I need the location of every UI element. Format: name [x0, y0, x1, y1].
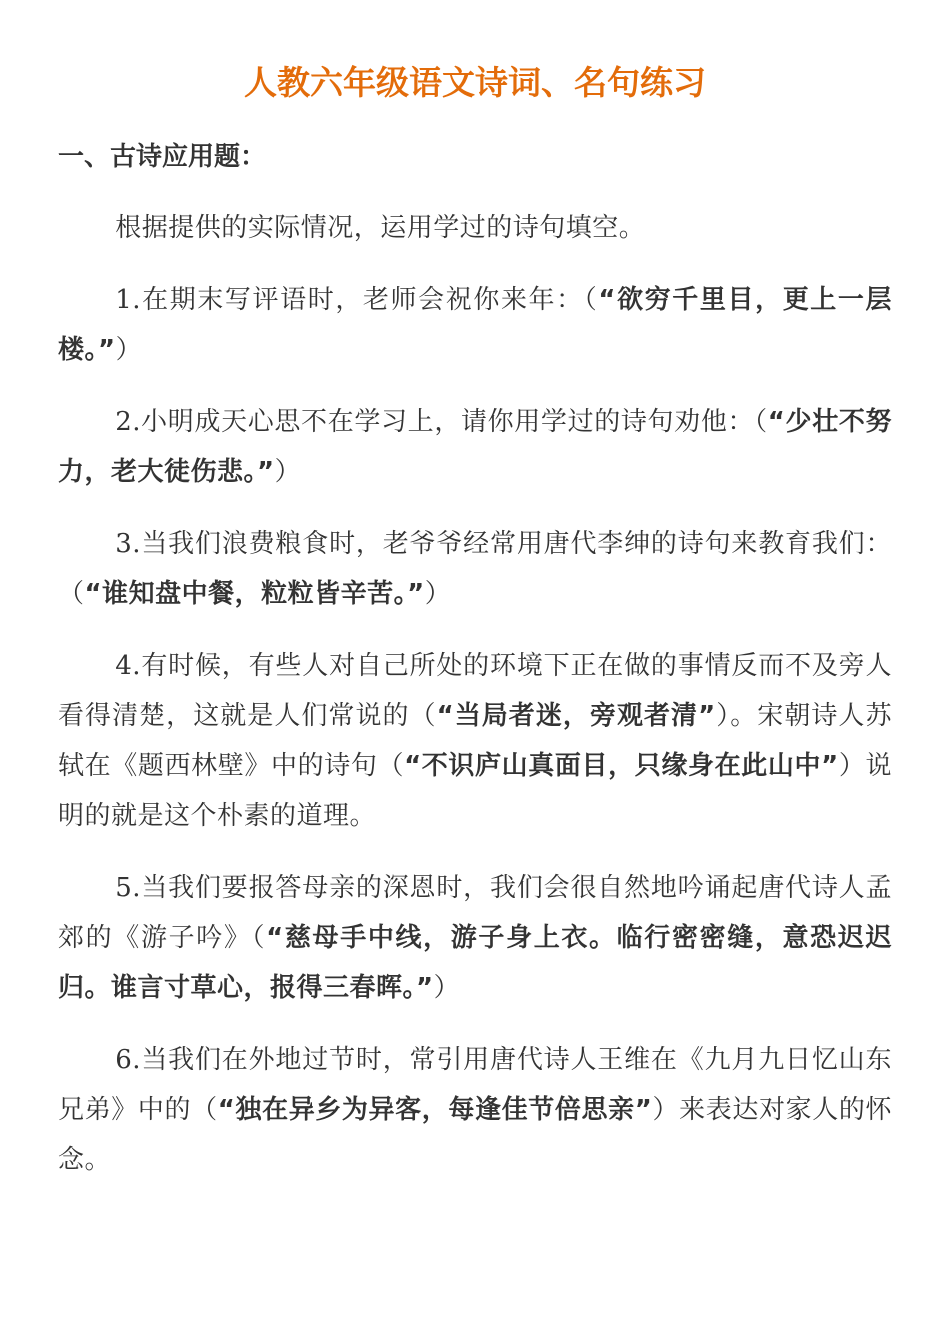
instruction-text: 根据提供的实际情况，运用学过的诗句填空。	[115, 213, 646, 243]
question-text: ）。宋朝诗人苏轼在《题西林壁》中的诗句（	[58, 701, 892, 781]
question-text: 4.有时候，有些人对自己所处的环境下正在做的事情反而不及旁人看得清楚，这就是人们常说的（	[58, 651, 892, 731]
question-text: ）	[433, 973, 461, 1003]
question-text: 2.小明成天心思不在学习上，请你用学过的诗句劝他：（	[115, 407, 768, 437]
question-6	[58, 1035, 892, 1185]
question-text: 1.在期末写评语时，老师会祝你来年：（	[115, 285, 599, 315]
answer-text: “慈母手中线，游子身上衣。临行密密缝，意恐迟迟归。谁言寸草心，报得三春晖。”	[58, 923, 892, 1003]
question-text: ）	[274, 457, 302, 487]
answer-text: “少壮不努力，老大徒伤悲。”	[58, 407, 892, 487]
question-text: ）说明的就是这个朴素的道理。	[58, 751, 892, 831]
question-text: 5.当我们要报答母亲的深恩时，我们会很自然地吟诵起唐代诗人孟郊的《游子吟》（	[58, 873, 892, 953]
answer-text: “谁知盘中餐，粒粒皆辛苦。”	[84, 579, 425, 609]
answer-text: “独在异乡为异客，每逢佳节倍思亲”	[217, 1095, 653, 1125]
question-4	[58, 641, 892, 841]
question-text: ）	[424, 579, 452, 609]
question-text: 6.当我们在外地过节时，常引用唐代诗人王维在《九月九日忆山东兄弟》中的（	[58, 1045, 892, 1125]
question-5	[58, 863, 892, 1013]
section-heading: 一、古诗应用题：	[58, 142, 267, 172]
question-3	[58, 519, 892, 619]
answer-text: “不识庐山真面目，只缘身在此山中”	[404, 751, 839, 781]
question-1	[58, 275, 892, 375]
page-title: 人教六年级语文诗词、名句练习	[244, 63, 706, 102]
question-text: 3.当我们浪费粮食时，老爷爷经常用唐代李绅的诗句来教育我们：（	[58, 529, 892, 609]
question-list	[58, 203, 892, 1207]
answer-text: “当局者迷，旁观者清”	[436, 701, 716, 731]
question-2	[58, 397, 892, 497]
answer-text: “欲穷千里目，更上一层楼。”	[58, 285, 893, 365]
question-text: ）来表达对家人的怀念。	[58, 1095, 892, 1175]
question-text: ）	[115, 335, 143, 365]
